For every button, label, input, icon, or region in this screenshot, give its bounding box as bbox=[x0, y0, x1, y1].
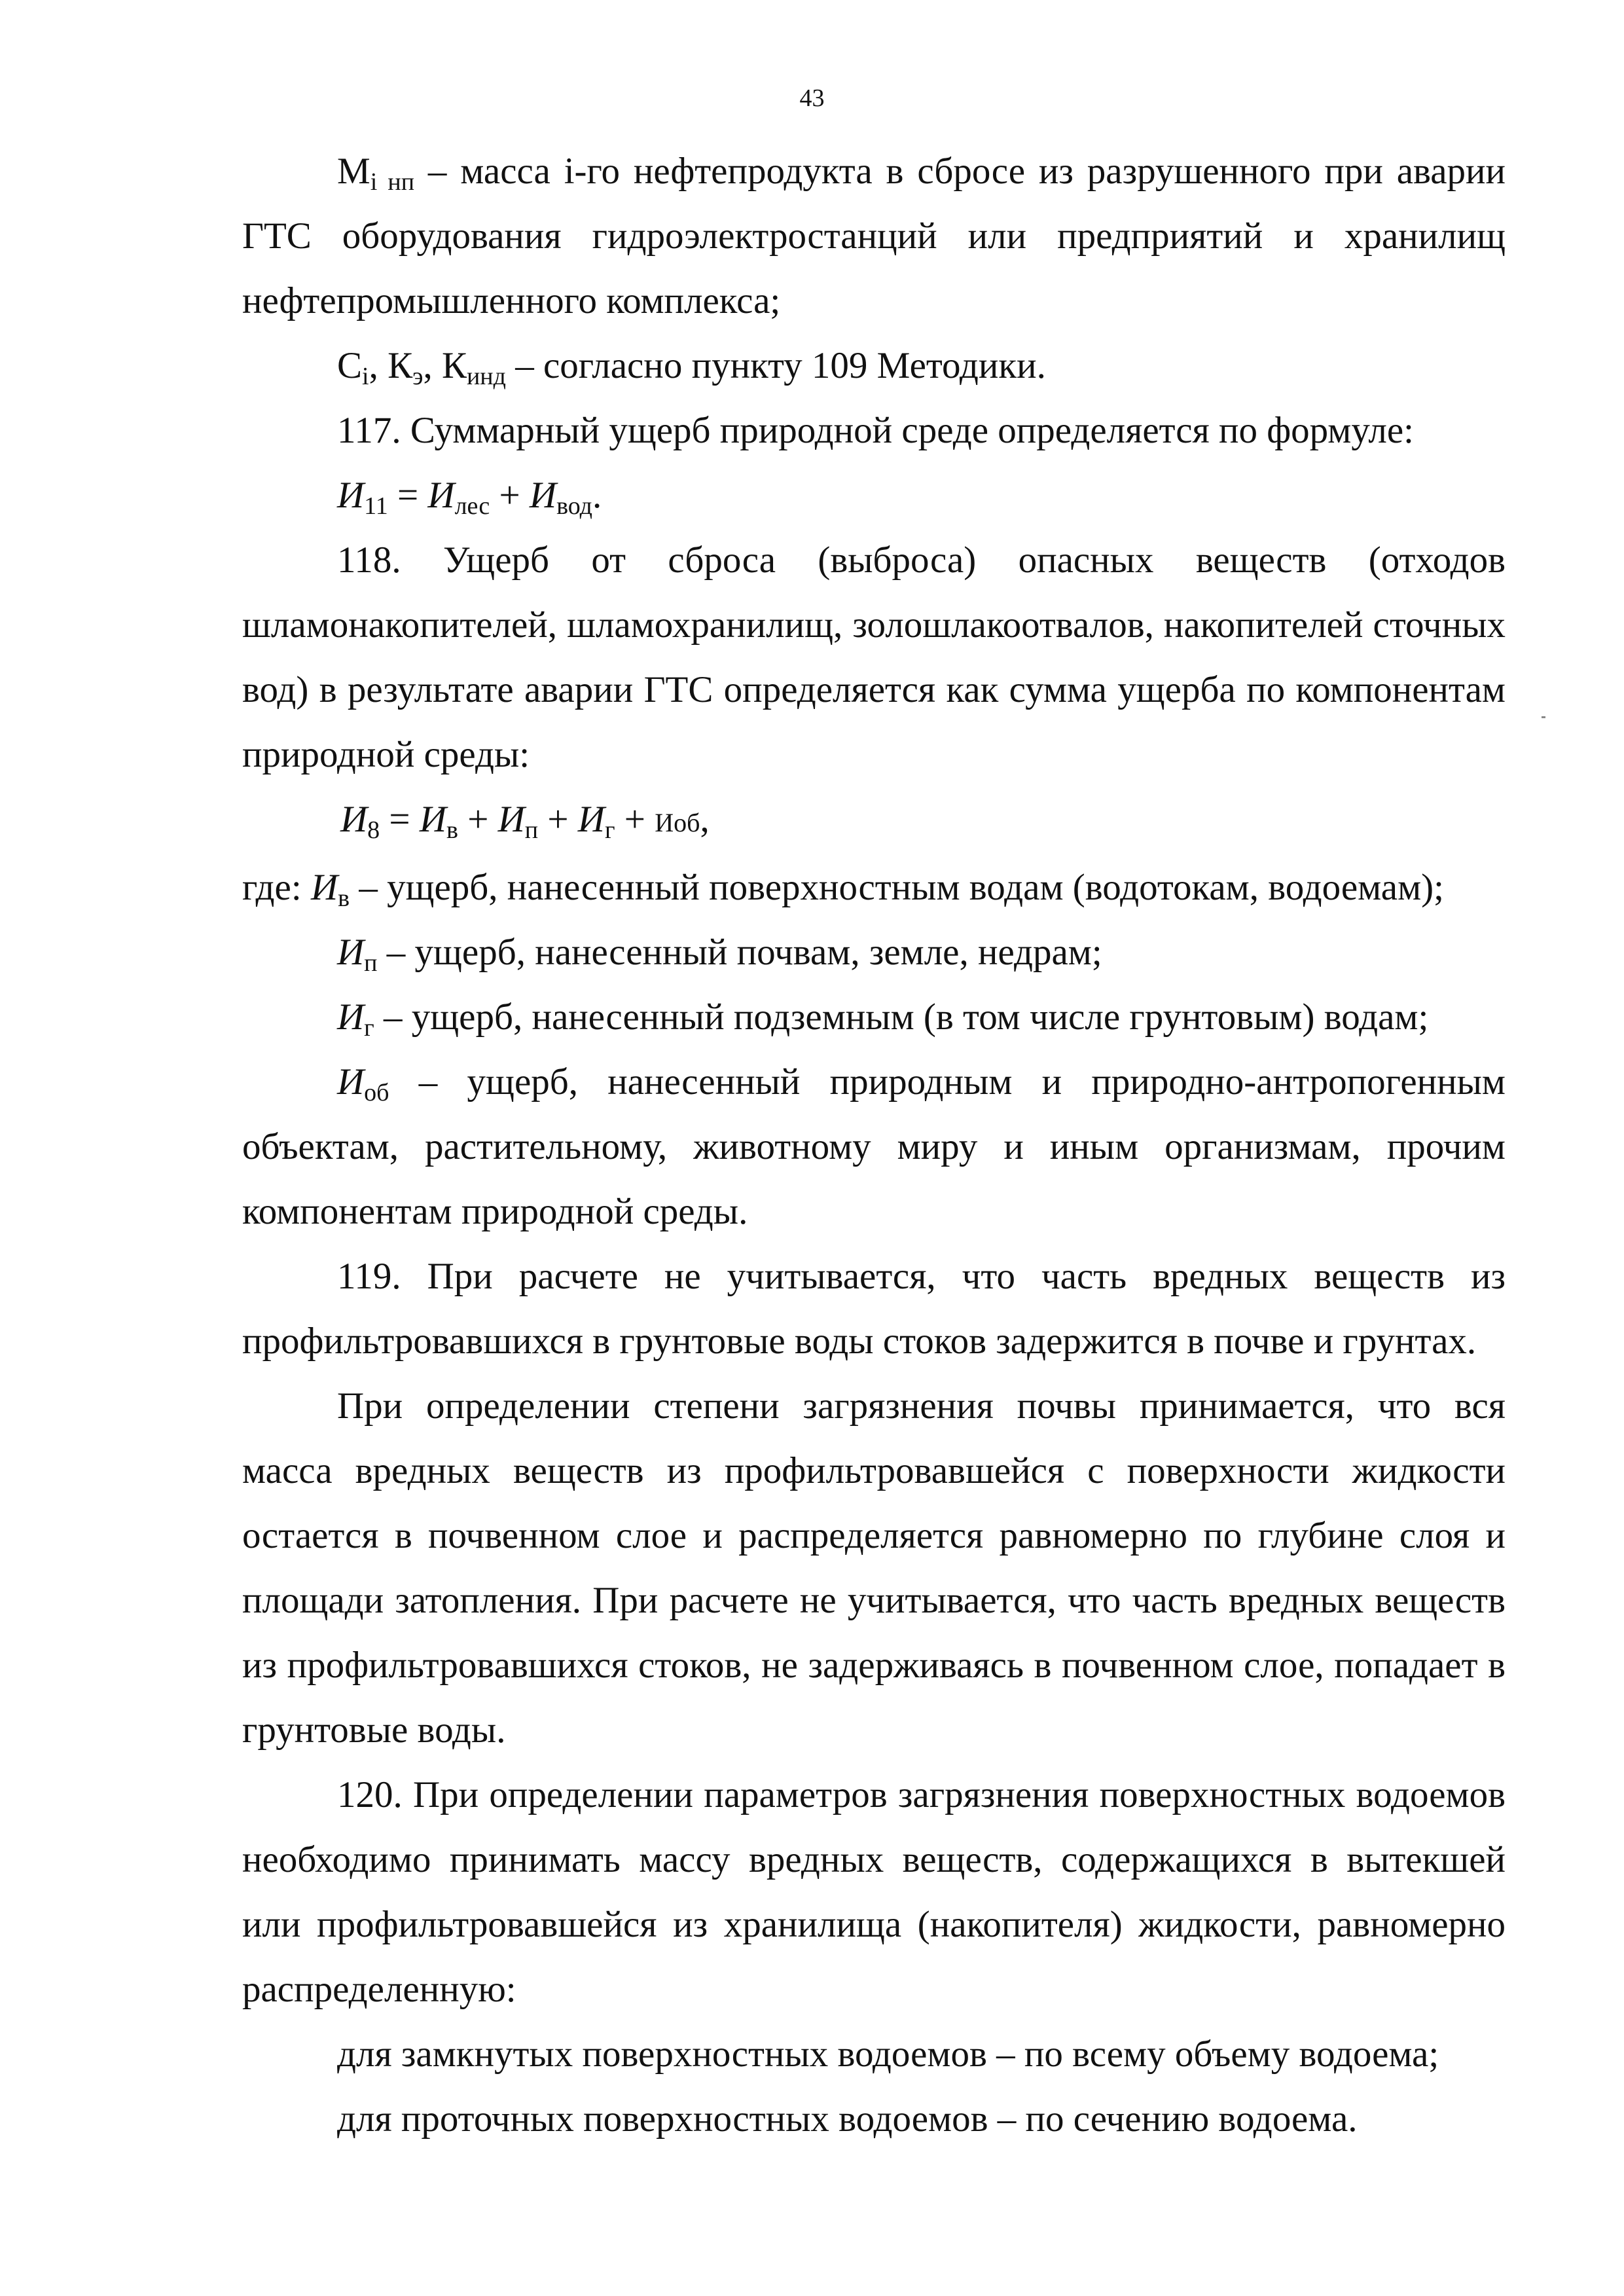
formula-118 bbox=[242, 787, 1506, 855]
symbol-kind-subscript: инд bbox=[466, 363, 506, 390]
formula-117-lhs-subscript: 11 bbox=[364, 492, 388, 520]
formula-118-plus-2: + bbox=[538, 799, 578, 840]
formula-118-term-v-subscript: в bbox=[446, 816, 458, 844]
symbol-ig: И bbox=[337, 996, 365, 1038]
formula-118-lhs-subscript: 8 bbox=[367, 816, 380, 844]
where-ip bbox=[242, 920, 1506, 985]
formula-118-term-ob: И bbox=[655, 808, 674, 837]
symbol-c-subscript: i bbox=[362, 363, 369, 390]
definition-ci bbox=[242, 333, 1506, 398]
symbol-ip: И bbox=[337, 932, 365, 973]
where-iob-text: – ущерб, нанесенный природным и природно-антропогенным объектам, растительному, животному миру и иным организмам, прочим компонентам природной среды. bbox=[242, 1061, 1506, 1232]
paragraph-120: 120. При определении параметров загрязнения поверхностных водоемов необходимо принимать массу вредных веществ, содержащихся в вытекшей или профильтровавшейся из хранилища (накопителя) жидкости, равномерно распределенную: bbox=[242, 1774, 1506, 2010]
definition-mi bbox=[242, 139, 1506, 333]
formula-117-term-water-subscript: вод bbox=[556, 492, 592, 520]
symbol-iob-subscript: об bbox=[364, 1079, 389, 1106]
definition-ci-text: – согласно пункту 109 Методики. bbox=[505, 345, 1046, 386]
symbol-k: , К bbox=[369, 345, 413, 386]
formula-118-plus-1: + bbox=[458, 799, 498, 840]
formula-118-term-p-subscript: п bbox=[524, 816, 539, 844]
formula-117-term-water: И bbox=[529, 475, 557, 516]
formula-117-lhs: И bbox=[337, 475, 365, 516]
list-item-closed-reservoirs: для замкнутых поверхностных водоемов – по всему объему водоема; bbox=[337, 2033, 1439, 2075]
formula-118-lhs: И bbox=[340, 799, 368, 840]
formula-117 bbox=[242, 463, 1506, 528]
where-iob bbox=[242, 1049, 1506, 1244]
symbol-c: C bbox=[337, 345, 363, 386]
symbol-ip-subscript: п bbox=[364, 949, 378, 977]
formula-118-plus-3: + bbox=[615, 799, 655, 840]
formula-118-term-g: И bbox=[577, 799, 605, 840]
paragraph-soil-contamination: При определении степени загрязнения почвы принимается, что вся масса вредных веществ из профильтровавшейся с поверхности жидкости остается в почвенном слое и распределяется равномерно по глубине слоя и площади затопления. При расчете не учитывается, что часть вредных веществ из профильтровавшихся стоков, не задерживаясь в почвенном слое, попадает в грунтовые воды. bbox=[242, 1385, 1506, 1751]
symbol-m: M bbox=[337, 151, 370, 192]
where-label: где: bbox=[242, 867, 311, 908]
where-iv bbox=[242, 855, 1506, 920]
where-iv-text: – ущерб, нанесенный поверхностным водам (водотокам, водоемам); bbox=[350, 867, 1444, 908]
paragraph-118: 118. Ущерб от сброса (выброса) опасных веществ (отходов шламонакопителей, шламохранилищ, золошлакоотвалов, накопителей сточных вод) в результате аварии ГТС определяется как сумма ущерба по компонентам природной среды: bbox=[242, 539, 1506, 775]
formula-117-end: . bbox=[592, 475, 602, 516]
symbol-k-subscript: э bbox=[412, 363, 424, 390]
formula-118-term-ob-subscript: об bbox=[674, 808, 700, 837]
symbol-iv: И bbox=[310, 867, 338, 908]
where-ip-text: – ущерб, нанесенный почвам, земле, недрам; bbox=[377, 932, 1102, 973]
symbol-ig-subscript: г bbox=[364, 1014, 374, 1042]
symbol-iob: И bbox=[337, 1061, 365, 1102]
formula-118-term-g-subscript: г bbox=[604, 816, 615, 844]
symbol-m-subscript: i нп bbox=[370, 168, 415, 196]
formula-117-equals: = bbox=[388, 475, 428, 516]
formula-117-term-forest: И bbox=[427, 475, 455, 516]
paragraph-117: 117. Суммарный ущерб природной среде определяется по формуле: bbox=[337, 410, 1414, 451]
where-ig bbox=[242, 985, 1506, 1049]
definition-mi-text: – масса i-го нефтепродукта в сбросе из разрушенного при аварии ГТС оборудования гидроэлектростанций или предприятий и хранилищ нефтепромышленного комплекса; bbox=[242, 151, 1506, 321]
where-ig-text: – ущерб, нанесенный подземным (в том числе грунтовым) водам; bbox=[374, 996, 1429, 1038]
formula-117-plus: + bbox=[490, 475, 530, 516]
paragraph-119: 119. При расчете не учитывается, что часть вредных веществ из профильтровавшихся в грунтовые воды стоков задержится в почве и грунтах. bbox=[242, 1256, 1506, 1362]
symbol-iv-subscript: в bbox=[338, 884, 350, 912]
formula-117-term-forest-subscript: лес bbox=[454, 492, 490, 520]
formula-118-term-v: И bbox=[419, 799, 446, 840]
page-body bbox=[242, 139, 1506, 2151]
formula-118-term-p: И bbox=[497, 799, 525, 840]
formula-118-end: , bbox=[700, 799, 710, 840]
symbol-kind: , К bbox=[423, 345, 467, 386]
formula-118-equals: = bbox=[380, 799, 420, 840]
list-item-flowing-reservoirs: для проточных поверхностных водоемов – по сечению водоема. bbox=[337, 2098, 1358, 2140]
page-number: 43 bbox=[799, 84, 825, 112]
scan-mark bbox=[1542, 716, 1545, 718]
